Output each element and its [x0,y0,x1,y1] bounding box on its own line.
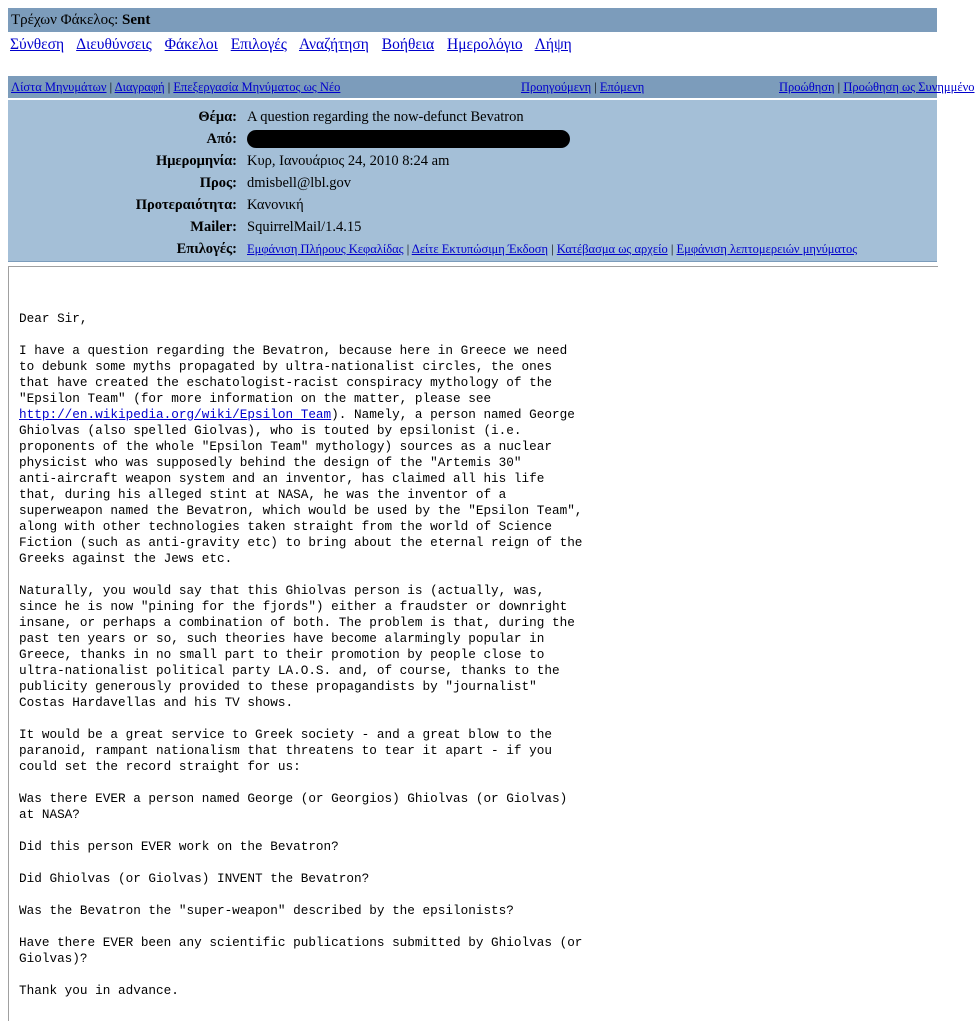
main-menu [10,36,581,54]
menu-options-link[interactable]: Επιλογές [230,36,287,53]
priority-value: Κανονική [247,197,304,213]
printable-version-link[interactable]: Δείτε Εκτυπώσιμη Έκδοση [411,242,549,256]
current-folder-label: Τρέχων Φάκελος: [11,12,119,28]
question-3: Did Ghiolvas (or Giolvas) INVENT the Bevatron? [19,871,370,886]
menu-calendar-link[interactable]: Ημερολόγιο [447,36,523,53]
edit-as-new-link[interactable]: Επεξεργασία Μηνύματος ως Νέο [173,80,341,94]
menu-fetch-link[interactable]: Λήψη [534,36,572,53]
paragraph-1-start: I have a question regarding the Bevatron, because here in Greece we need to debunk some myths propagated by ultra-nationalist circles, the ones that have created the eschatologist-racist conspiracy mythology of the "Epsilon Team" (for more information on the matter, please see [19,343,568,406]
actions-center-group: Προηγούμενη | Επόμενη [521,80,645,94]
subject-row [8,106,937,128]
mailer-row [8,216,937,238]
paragraph-3: It would be a great service to Greek society - and a great blow to the paranoid, rampant nationalism that threatens to tear it apart - if you could set the record straight for us: [19,727,552,774]
message-body [19,311,582,999]
message-actions-bar [8,76,975,98]
closing: Thank you in advance. [19,983,179,998]
question-2: Did this person EVER work on the Bevatron? [19,839,339,854]
to-value: dmisbell@lbl.gov [247,175,351,191]
question-4: Was the Bevatron the "super-weapon" described by the epsilonists? [19,903,514,918]
menu-compose-link[interactable]: Σύνθεση [10,36,65,53]
mailer-value: SquirrelMail/1.4.15 [247,219,362,235]
date-value: Κυρ, Ιανουάριος 24, 2010 8:24 am [247,153,450,169]
forward-as-attachment-link[interactable]: Προώθηση ως Συνημμένο [843,80,975,94]
previous-link[interactable]: Προηγούμενη [521,80,592,94]
menu-search-link[interactable]: Αναζήτηση [298,36,369,53]
actions-right-group: Προώθηση | Προώθηση ως Συνημμένο [779,80,975,94]
next-link[interactable]: Επόμενη [599,80,645,94]
paragraph-2: Naturally, you would say that this Ghiolvas person is (actually, was, since he is now "pining for the fjords") either a fraudster or downright insane, or perhaps a combination of both. The problem is that, during the past ten years or so, such theories have become alarmingly popular in Greece, thanks in no small part to their promotion by people close to ultra-nationalist political party LA.O.S. and, of course, thanks to the publicity generously provided to these propagandists by "journalist" Costas Hardavellas and his TV shows. [19,583,575,710]
mailer-label: Mailer: [190,219,237,235]
date-row [8,150,937,172]
view-full-header-link[interactable]: Εμφάνιση Πλήρους Κεφαλίδας [247,242,404,256]
options-label: Επιλογές: [176,241,237,257]
from-row [8,128,937,150]
options-row [8,238,937,260]
menu-addresses-link[interactable]: Διευθύνσεις [76,36,152,53]
actions-left-group: Λίστα Μηνυμάτων | Διαγραφή | Επεξεργασία Μηνύματος ως Νέο [11,80,341,94]
delete-link[interactable]: Διαγραφή [114,80,165,94]
menu-help-link[interactable]: Βοήθεια [381,36,435,53]
message-body-panel [8,266,938,1021]
question-1: Was there EVER a person named George (or Georgios) Ghiolvas (or Giolvas) at NASA? [19,791,568,822]
paragraph-1-end: ). Namely, a person named George Ghiolvas (also spelled Giolvas), who is touted by epsilonist (i.e. proponents of the whole "Epsilon Team" mythology) sources as a nuclear physicist who was supposedly behind the design of the "Artemis 30" anti-aircraft weapon system and an inventor, has claimed all his life that, during his alleged stint at NASA, he was the inventor of a superweapon named the Bevatron, which would be used by the "Epsilon Team", along with other technologies taken straight from the world of Science Fiction (such as anti-gravity etc) to bring about the eternal reign of the Greeks against the Jews etc. [19,407,583,566]
message-list-link[interactable]: Λίστα Μηνυμάτων [11,80,107,94]
redacted-sender-address [247,130,570,148]
menu-folders-link[interactable]: Φάκελοι [164,36,218,53]
current-folder-bar [8,8,937,32]
priority-label: Προτεραιότητα: [135,197,237,213]
subject-value: A question regarding the now-defunct Bevatron [247,109,524,125]
question-5: Have there EVER been any scientific publications submitted by Ghiolvas (or Giolvas)? [19,935,583,966]
wikipedia-link[interactable]: http://en.wikipedia.org/wiki/Epsilon_Team [19,407,332,422]
message-headers [8,100,937,262]
download-as-file-link[interactable]: Κατέβασμα ως αρχείο [556,242,668,256]
priority-row [8,194,937,216]
greeting: Dear Sir, [19,311,88,326]
message-details-link[interactable]: Εμφάνιση λεπτομερειών μηνύματος [676,242,858,256]
date-label: Ημερομηνία: [155,153,237,169]
from-label: Από: [206,131,237,147]
options-links: Εμφάνιση Πλήρους Κεφαλίδας | Δείτε Εκτυπώσιμη Έκδοση | Κατέβασμα ως αρχείο | Εμφάνιση λεπτομερειών μηνύματος [247,242,858,256]
to-label: Προς: [199,175,237,191]
current-folder-name: Sent [122,12,151,28]
subject-label: Θέμα: [198,109,237,125]
forward-link[interactable]: Προώθηση [779,80,835,94]
to-row [8,172,937,194]
